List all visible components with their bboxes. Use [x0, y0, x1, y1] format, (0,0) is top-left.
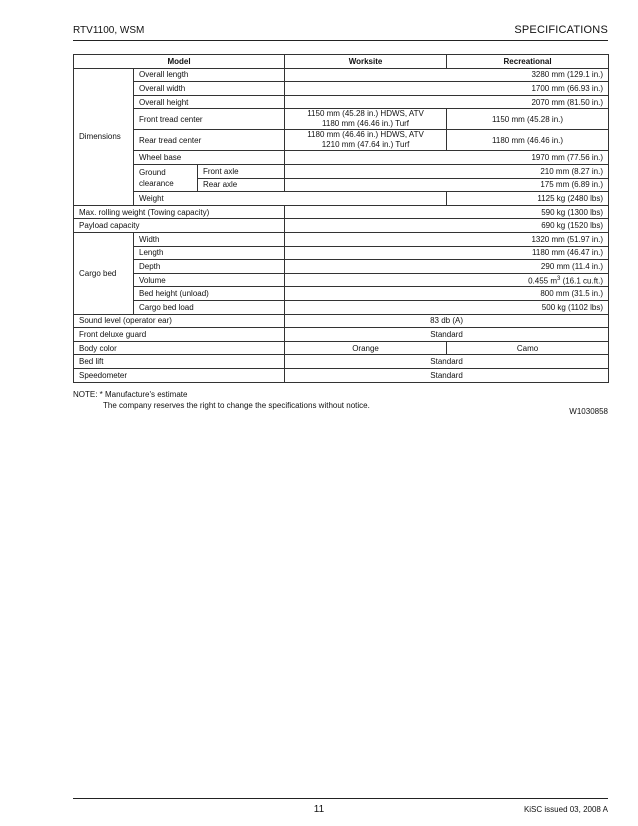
row-label: Cargo bed load — [134, 300, 285, 314]
note-line: NOTE: * Manufacture's estimate — [73, 390, 188, 399]
table-header-row — [74, 55, 609, 69]
row-value: 1180 mm (46.47 in.) — [285, 246, 609, 260]
table-row — [74, 95, 609, 109]
value-line: 1150 mm (45.28 in.) HDWS, ATV — [307, 109, 424, 119]
row-label: Overall width — [134, 82, 285, 96]
row-value: 1700 mm (66.93 in.) — [285, 82, 609, 96]
header-recreational: Recreational — [447, 55, 609, 69]
specifications-table — [73, 54, 609, 383]
row-label: Front deluxe guard — [74, 328, 285, 342]
table-row — [74, 151, 609, 165]
table-row — [74, 192, 609, 206]
table-row — [74, 109, 609, 130]
section-title: SPECIFICATIONS — [514, 24, 608, 36]
row-label: Weight — [134, 192, 447, 206]
header-model: Model — [74, 55, 285, 69]
row-value: 590 kg (1300 lbs) — [285, 205, 609, 219]
row-label: Max. rolling weight (Towing capacity) — [74, 205, 285, 219]
row-value: 175 mm (6.89 in.) — [285, 178, 609, 192]
table-row — [74, 68, 609, 82]
row-label: Width — [134, 232, 285, 246]
row-value: 800 mm (31.5 in.) — [285, 287, 609, 301]
volume-exponent: 3 — [557, 275, 561, 282]
row-label: Bed lift — [74, 355, 285, 369]
document-code: W1030858 — [569, 407, 608, 416]
table-row — [74, 273, 609, 287]
row-value: 1320 mm (51.97 in.) — [285, 232, 609, 246]
table-row — [74, 314, 609, 328]
table-row — [74, 246, 609, 260]
table-row — [74, 232, 609, 246]
issue-info: KiSC issued 03, 2008 A — [523, 805, 608, 814]
volume-value-suffix: (16.1 cu.ft.) — [560, 276, 604, 286]
row-label: Overall height — [134, 95, 285, 109]
row-label: Speedometer — [74, 368, 285, 382]
footer-rule — [73, 798, 608, 799]
row-value — [285, 273, 609, 287]
page-number: 11 — [313, 804, 325, 815]
row-label: Volume — [134, 273, 285, 287]
row-label: Overall length — [134, 68, 285, 82]
row-label: Bed height (unload) — [134, 287, 285, 301]
table-row — [74, 130, 609, 151]
worksite-value: Orange — [285, 341, 447, 355]
row-value: 83 db (A) — [285, 314, 609, 328]
value-line: 1180 mm (46.46 in.) Turf — [322, 119, 410, 129]
row-label: Depth — [134, 260, 285, 274]
row-value: 1125 kg (2480 lbs) — [447, 192, 609, 206]
row-value: 290 mm (11.4 in.) — [285, 260, 609, 274]
table-row — [74, 287, 609, 301]
row-label: Wheel base — [134, 151, 285, 165]
row-value: Standard — [285, 368, 609, 382]
row-value: 1970 mm (77.56 in.) — [285, 151, 609, 165]
label-line: clearance — [139, 179, 174, 189]
group-dimensions: Dimensions — [74, 68, 134, 205]
value-line: 1210 mm (47.64 in.) Turf — [321, 140, 410, 150]
manual-title: RTV1100, WSM — [73, 25, 145, 36]
table-row — [74, 300, 609, 314]
row-label: Front tread center — [134, 109, 285, 130]
table-row — [74, 368, 609, 382]
table-row — [74, 219, 609, 233]
header-rule — [73, 40, 608, 41]
header-worksite: Worksite — [285, 55, 447, 69]
row-value: 2070 mm (81.50 in.) — [285, 95, 609, 109]
table-row — [74, 205, 609, 219]
table-row — [74, 260, 609, 274]
row-label: Payload capacity — [74, 219, 285, 233]
volume-value: 0.455 m — [528, 276, 557, 286]
recreational-value: 1180 mm (46.46 in.) — [447, 130, 609, 151]
row-label: Body color — [74, 341, 285, 355]
row-value: 690 kg (1520 lbs) — [285, 219, 609, 233]
recreational-value: 1150 mm (45.28 in.) — [447, 109, 609, 130]
note — [73, 389, 370, 411]
worksite-value — [285, 130, 447, 151]
row-value: 500 kg (1102 lbs) — [285, 300, 609, 314]
row-value: 3280 mm (129.1 in.) — [285, 68, 609, 82]
row-value: Standard — [285, 328, 609, 342]
ground-clearance-label — [134, 164, 198, 191]
worksite-value — [285, 109, 447, 130]
table-row — [74, 164, 609, 178]
group-cargo-bed: Cargo bed — [74, 232, 134, 314]
table-row — [74, 328, 609, 342]
table-row — [74, 82, 609, 96]
row-label: Sound level (operator ear) — [74, 314, 285, 328]
row-value: Standard — [285, 355, 609, 369]
row-label: Length — [134, 246, 285, 260]
row-label: Front axle — [198, 164, 285, 178]
table-row — [74, 355, 609, 369]
row-label: Rear tread center — [134, 130, 285, 151]
note-line: The company reserves the right to change the specifications without notice. — [103, 401, 370, 410]
label-line: Ground — [139, 168, 166, 178]
table-row — [74, 341, 609, 355]
recreational-value: Camo — [447, 341, 609, 355]
row-value: 210 mm (8.27 in.) — [285, 164, 609, 178]
value-line: 1180 mm (46.46 in.) HDWS, ATV — [307, 130, 424, 140]
row-label: Rear axle — [198, 178, 285, 192]
